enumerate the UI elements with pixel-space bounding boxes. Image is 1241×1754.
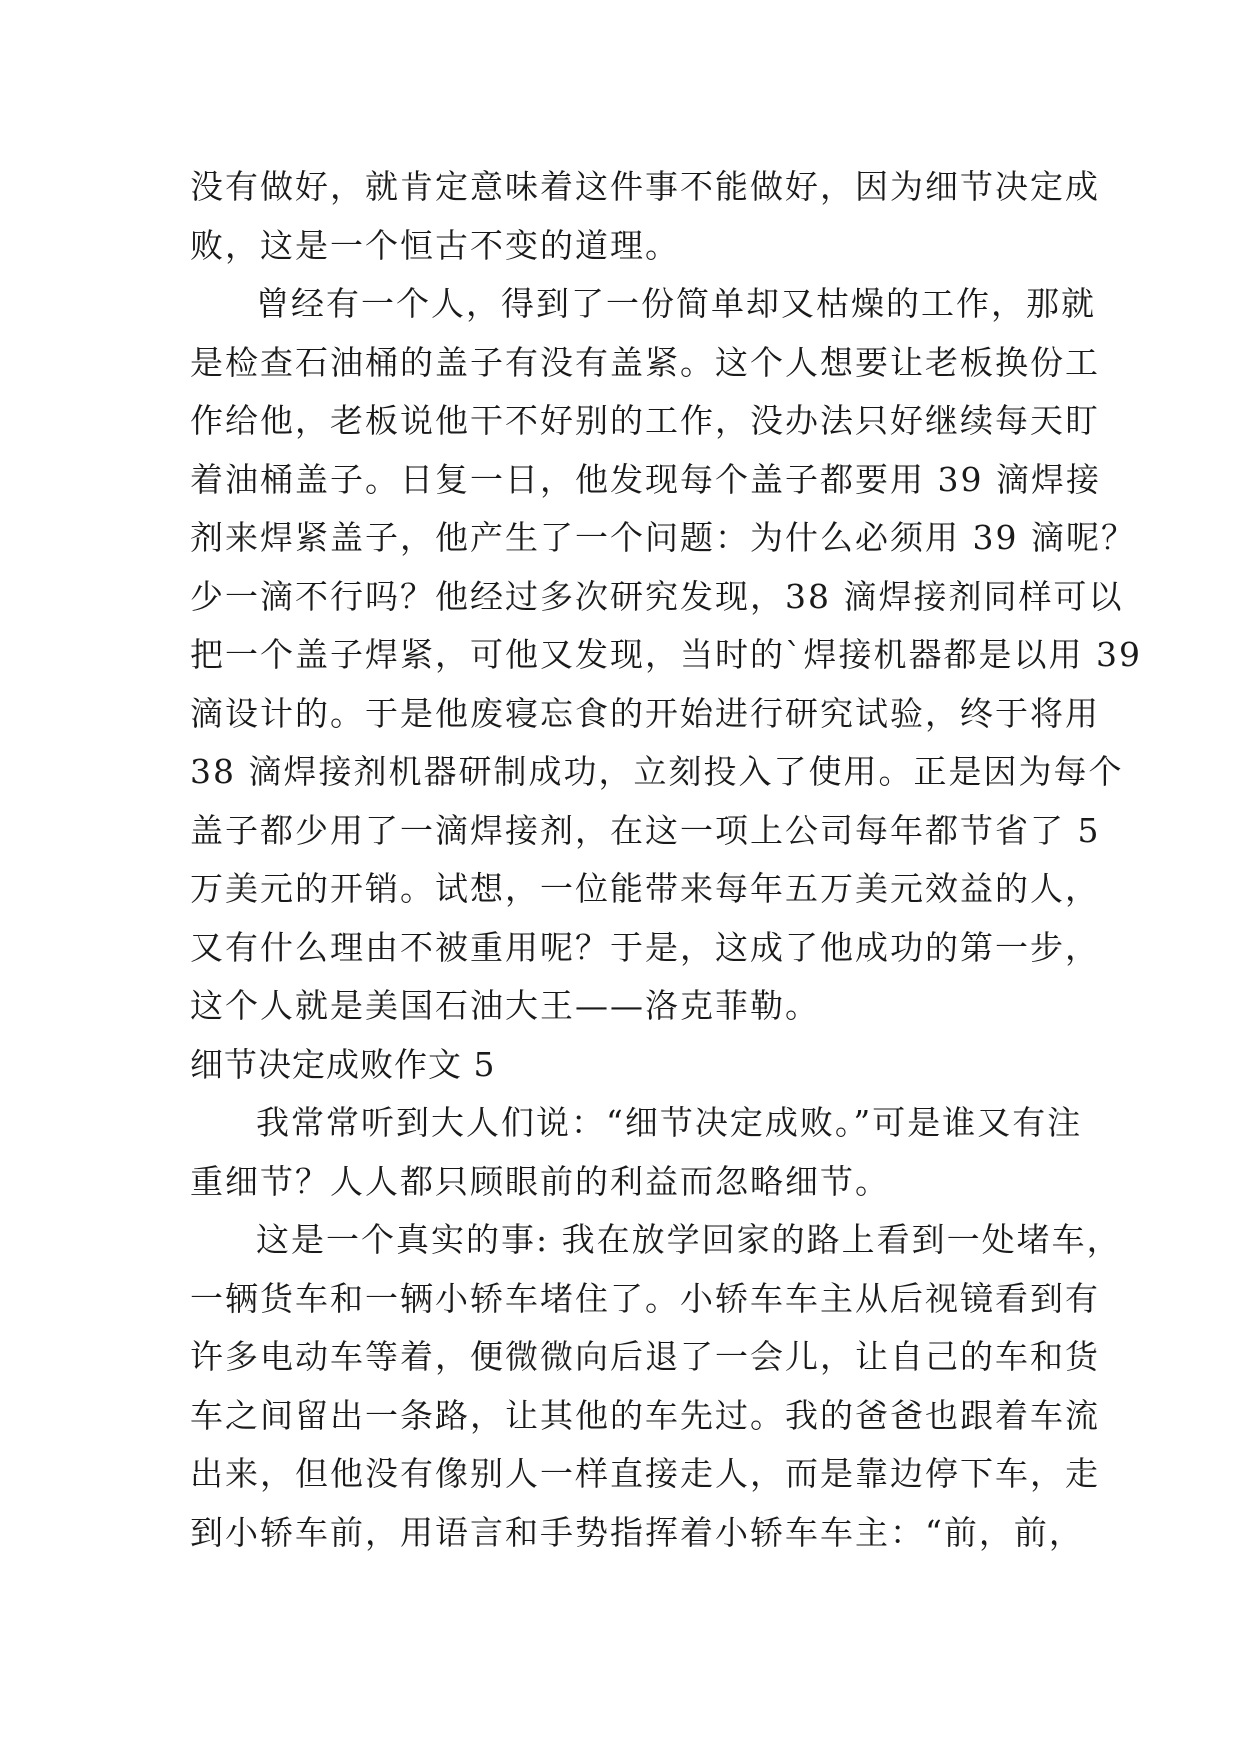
text-line: 曾经有一个人，得到了一份简单却又枯燥的工作，那就 — [256, 284, 1096, 323]
document-body — [190, 158, 1142, 1562]
text-line: 少一滴不行吗？他经过多次研究发现，38 滴焊接剂同样可以 — [190, 576, 1124, 616]
text-line: 把一个盖子焊紧，可他又发现，当时的`焊接机器都是以用 39 — [190, 635, 1142, 674]
text-line: 万美元的开销。试想，一位能带来每年五万美元效益的人， — [190, 869, 1100, 908]
text-line: 是检查石油桶的盖子有没有盖紧。这个人想要让老板换份工 — [190, 342, 1100, 382]
text-line: 盖子都少用了一滴焊接剂，在这一项上公司每年都节省了 5 — [190, 810, 1101, 850]
text-line: 这是一个真实的事: 我在放学回家的路上看到一处堵车， — [256, 1220, 1122, 1259]
section-heading: 细节决定成败作文 5 — [190, 1044, 496, 1084]
text-line: 没有做好，就肯定意味着这件事不能做好，因为细节决定成 — [190, 167, 1100, 206]
text-line: 重细节？人人都只顾眼前的利益而忽略细节。 — [190, 1161, 890, 1201]
text-line: 败，这是一个恒古不变的道理。 — [190, 225, 680, 265]
text-line: 到小轿车前，用语言和手势指挥着小轿车车主：“前，前， — [190, 1512, 1084, 1552]
text-line: 一辆货车和一辆小轿车堵住了。小轿车车主从后视镜看到有 — [190, 1278, 1100, 1318]
text-line: 剂来焊紧盖子，他产生了一个问题：为什么必须用 39 滴呢？ — [190, 518, 1136, 557]
paragraph-1 — [190, 158, 1100, 275]
paragraph-2 — [190, 275, 1142, 1036]
text-line: 我常常听到大人们说：“细节决定成败。”可是谁又有注 — [256, 1103, 1083, 1142]
text-line: 出来，但他没有像别人一样直接走人，而是靠边停下车，走 — [190, 1454, 1100, 1493]
text-line: 车之间留出一条路，让其他的车先过。我的爸爸也跟着车流 — [190, 1395, 1100, 1435]
text-line: 38 滴焊接剂机器研制成功，立刻投入了使用。正是因为每个 — [190, 752, 1124, 791]
paragraph-3 — [190, 1094, 1083, 1211]
text-line: 这个人就是美国石油大王——洛克菲勒。 — [190, 986, 820, 1025]
text-line: 着油桶盖子。日复一日，他发现每个盖子都要用 39 滴焊接 — [190, 459, 1101, 499]
text-line: 许多电动车等着，便微微向后退了一会儿，让自己的车和货 — [190, 1337, 1100, 1376]
text-line: 又有什么理由不被重用呢？于是，这成了他成功的第一步， — [190, 927, 1100, 967]
text-line: 滴设计的。于是他废寝忘食的开始进行研究试验，终于将用 — [190, 693, 1100, 733]
paragraph-4 — [190, 1211, 1122, 1562]
text-line: 作给他，老板说他干不好别的工作，没办法只好继续每天盯 — [190, 401, 1100, 440]
